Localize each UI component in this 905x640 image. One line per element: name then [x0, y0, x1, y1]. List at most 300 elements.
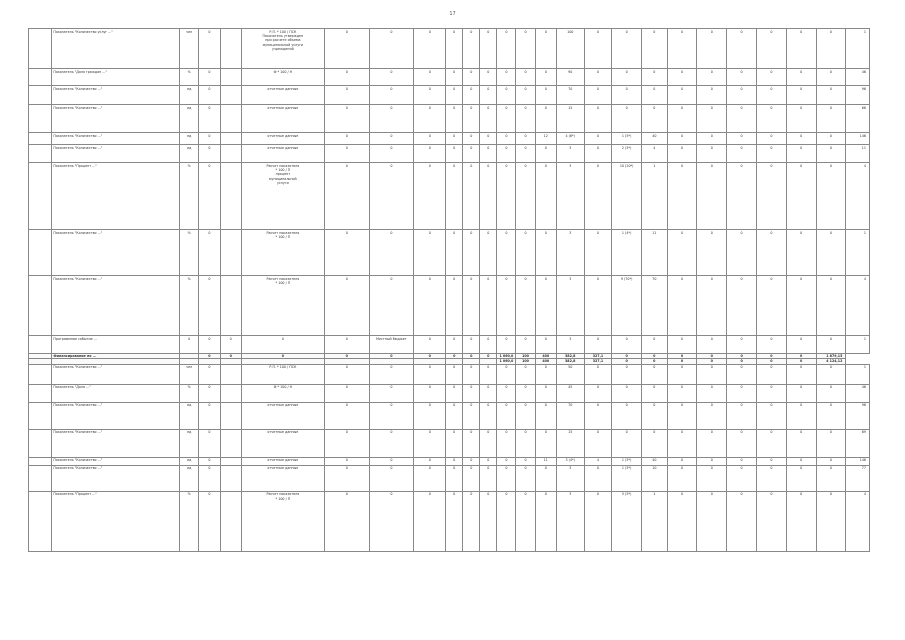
- table-cell: 0: [756, 402, 786, 429]
- table-cell: 0: [816, 336, 846, 354]
- table-cell: 0: [516, 145, 535, 163]
- table-cell: 0: [463, 133, 480, 145]
- table-cell: 0: [535, 86, 556, 105]
- table-cell: 0: [667, 86, 697, 105]
- table-cell: ед: [180, 465, 199, 491]
- table-cell: 0: [697, 69, 727, 86]
- table-cell: 0: [786, 336, 816, 354]
- table-cell: 0: [612, 384, 642, 402]
- table-cell: 0: [727, 230, 757, 276]
- table-cell: 46: [846, 69, 870, 86]
- table-cell: 0: [324, 105, 369, 133]
- table-cell: [29, 457, 52, 465]
- table-cell: 0: [324, 402, 369, 429]
- table-cell: 0: [414, 230, 446, 276]
- table-cell: 46: [846, 384, 870, 402]
- table-cell: 0: [667, 145, 697, 163]
- table-cell: 0: [324, 429, 369, 457]
- table-cell: 0: [199, 145, 220, 163]
- table-cell: 4: [846, 163, 870, 230]
- table-cell: 4: [642, 145, 668, 163]
- table-cell: 100: [556, 29, 584, 69]
- table-cell: 0: [697, 402, 727, 429]
- table-cell: 0: [816, 457, 846, 465]
- table-cell: [29, 145, 52, 163]
- table-cell: 77: [846, 465, 870, 491]
- table-cell: 0: [535, 163, 556, 230]
- table-cell: Ф * 100 / Н: [241, 69, 324, 86]
- table-cell: 0: [414, 457, 446, 465]
- table-cell: 0: [535, 364, 556, 384]
- table-cell: 0: [516, 465, 535, 491]
- table-cell: 0: [369, 29, 414, 69]
- table-cell: 382,8: [556, 359, 584, 364]
- table-cell: 0: [612, 69, 642, 86]
- table-cell: 0: [727, 359, 757, 364]
- table-row: [29, 491, 870, 551]
- table-cell: 0: [199, 230, 220, 276]
- table-cell: 11: [846, 145, 870, 163]
- table-cell: 0: [535, 230, 556, 276]
- table-cell: 0: [199, 105, 220, 133]
- table-cell: 0: [697, 230, 727, 276]
- table-cell: 0: [584, 491, 612, 551]
- table-row: [29, 429, 870, 457]
- table-cell: 0: [612, 354, 642, 359]
- table-cell: 0: [642, 359, 668, 364]
- table-cell: 0: [446, 86, 463, 105]
- table-cell: 0: [516, 69, 535, 86]
- table-cell: 0: [697, 163, 727, 230]
- table-cell: [220, 230, 241, 276]
- table-cell: 0: [414, 491, 446, 551]
- table-cell: 1: [846, 364, 870, 384]
- table-cell: 0: [516, 402, 535, 429]
- table-cell: 0: [497, 105, 516, 133]
- table-cell: 0: [199, 457, 220, 465]
- table-cell: 0: [199, 276, 220, 336]
- table-cell: 0: [497, 163, 516, 230]
- table-cell: 0: [584, 364, 612, 384]
- table-cell: 0: [667, 354, 697, 359]
- table-cell: 0: [727, 163, 757, 230]
- table-cell: ед: [180, 429, 199, 457]
- table-cell: отчетные данные: [241, 465, 324, 491]
- table-cell: Показатель "Количество ...": [52, 86, 180, 105]
- table-cell: 0: [727, 133, 757, 145]
- table-cell: 0: [756, 69, 786, 86]
- table-cell: 0: [667, 29, 697, 69]
- table-cell: 0: [667, 457, 697, 465]
- table-cell: 0: [497, 29, 516, 69]
- table-cell: 0: [463, 105, 480, 133]
- table-cell: 0: [324, 133, 369, 145]
- table-cell: 0: [642, 86, 668, 105]
- table-cell: Показатель "Количество ...": [52, 364, 180, 384]
- table-cell: 400: [535, 354, 556, 359]
- table-cell: 0: [480, 29, 497, 69]
- table-cell: чел: [180, 29, 199, 69]
- table-cell: 70: [556, 402, 584, 429]
- table-cell: 90: [556, 69, 584, 86]
- table-cell: 0: [369, 402, 414, 429]
- table-cell: 0: [697, 336, 727, 354]
- table-cell: 0: [220, 336, 241, 354]
- table-cell: 0: [414, 163, 446, 230]
- table-row: [29, 276, 870, 336]
- table-cell: 0: [642, 429, 668, 457]
- table-cell: отчетные данные: [241, 86, 324, 105]
- table-cell: 0: [642, 364, 668, 384]
- table-cell: 0: [516, 163, 535, 230]
- table-cell: 0: [414, 384, 446, 402]
- table-cell: 0: [535, 402, 556, 429]
- table-cell: Расчет показателя * 100 / П: [241, 276, 324, 336]
- table-cell: 0: [727, 384, 757, 402]
- table-cell: 0: [697, 145, 727, 163]
- table-cell: 0: [727, 69, 757, 86]
- table-cell: 0: [180, 336, 199, 354]
- table-cell: 3 (4*): [556, 457, 584, 465]
- table-cell: 0: [199, 163, 220, 230]
- table-cell: 0: [642, 69, 668, 86]
- table-cell: 0: [642, 336, 668, 354]
- table-cell: 0: [756, 336, 786, 354]
- table-cell: 0: [584, 163, 612, 230]
- table-cell: 0: [446, 133, 463, 145]
- table-cell: %: [180, 276, 199, 336]
- table-cell: 0: [642, 354, 668, 359]
- table-cell: 0: [446, 145, 463, 163]
- table-cell: 0: [369, 384, 414, 402]
- table-cell: 0: [816, 133, 846, 145]
- table-cell: 0: [697, 133, 727, 145]
- table-cell: [29, 105, 52, 133]
- table-cell: 0: [480, 364, 497, 384]
- table-cell: 0: [369, 354, 414, 359]
- table-cell: Местный бюджет: [369, 336, 414, 354]
- table-cell: 0: [786, 276, 816, 336]
- table-cell: 0: [727, 457, 757, 465]
- table-cell: 0: [786, 402, 816, 429]
- table-cell: 11: [642, 230, 668, 276]
- table-cell: 0: [497, 491, 516, 551]
- table-cell: 2 (5*): [612, 145, 642, 163]
- table-cell: 10: [642, 465, 668, 491]
- table-cell: 0: [727, 429, 757, 457]
- table-cell: 0: [324, 29, 369, 69]
- table-cell: 0: [480, 163, 497, 230]
- table-cell: Показатель "Количество ...": [52, 457, 180, 465]
- table-cell: 0: [497, 133, 516, 145]
- table-cell: 0: [446, 29, 463, 69]
- table-cell: [29, 163, 52, 230]
- table-cell: [29, 29, 52, 69]
- table-cell: Программное событие ...: [52, 336, 180, 354]
- table-cell: 0: [199, 429, 220, 457]
- table-cell: 1: [846, 29, 870, 69]
- table-cell: 0: [697, 105, 727, 133]
- table-cell: ед: [180, 457, 199, 465]
- table-cell: отчетные данные: [241, 429, 324, 457]
- table-cell: 0: [480, 145, 497, 163]
- table-cell: 0: [786, 145, 816, 163]
- table-cell: 0: [697, 86, 727, 105]
- table-cell: 0: [786, 163, 816, 230]
- table-cell: Показатель "Процент ...": [52, 163, 180, 230]
- table-cell: Финансирование по ...: [52, 354, 180, 359]
- table-cell: 12: [535, 133, 556, 145]
- page-number: 17: [449, 11, 456, 17]
- table-cell: 0: [535, 29, 556, 69]
- table-cell: [29, 364, 52, 384]
- table-cell: Показатель "Количество ...": [52, 105, 180, 133]
- table-cell: 0: [612, 364, 642, 384]
- table-cell: 0: [497, 457, 516, 465]
- table-cell: 0: [414, 402, 446, 429]
- table-cell: [220, 29, 241, 69]
- table-cell: 0: [816, 465, 846, 491]
- table-cell: [220, 364, 241, 384]
- table-cell: 0: [667, 69, 697, 86]
- table-row: [29, 336, 870, 354]
- table-cell: 0: [756, 145, 786, 163]
- table-cell: 0: [497, 145, 516, 163]
- table-cell: 0: [369, 69, 414, 86]
- table-cell: 0: [324, 364, 369, 384]
- table-cell: [29, 384, 52, 402]
- table-cell: 0: [816, 145, 846, 163]
- table-cell: 0: [414, 86, 446, 105]
- table-cell: [29, 429, 52, 457]
- table-cell: 0: [199, 336, 220, 354]
- table-cell: 0: [516, 491, 535, 551]
- table-cell: 0: [516, 429, 535, 457]
- table-cell: 0: [584, 69, 612, 86]
- table-cell: 0: [584, 105, 612, 133]
- table-cell: 0: [584, 429, 612, 457]
- table-cell: 0: [446, 465, 463, 491]
- table-cell: 0: [369, 491, 414, 551]
- table-cell: 3: [556, 163, 584, 230]
- table-cell: 0: [369, 133, 414, 145]
- table-cell: 0: [786, 86, 816, 105]
- table-cell: 0: [497, 230, 516, 276]
- table-cell: 0: [463, 145, 480, 163]
- table-cell: 1 879,15: [816, 354, 846, 359]
- table-cell: 0: [756, 133, 786, 145]
- table-cell: 0: [786, 354, 816, 359]
- table-cell: 0: [324, 465, 369, 491]
- table-cell: %: [180, 69, 199, 86]
- table-cell: 0: [584, 86, 612, 105]
- table-cell: 0: [642, 384, 668, 402]
- table-cell: [220, 491, 241, 551]
- table-cell: 11: [535, 457, 556, 465]
- table-cell: 50: [556, 364, 584, 384]
- table-cell: 3: [556, 465, 584, 491]
- table-cell: 0: [535, 105, 556, 133]
- table-cell: 0: [480, 336, 497, 354]
- table-cell: 0: [480, 69, 497, 86]
- table-cell: 10 (20*): [612, 163, 642, 230]
- table-cell: 0: [816, 230, 846, 276]
- table-cell: 0: [756, 429, 786, 457]
- table-cell: 0: [727, 336, 757, 354]
- table-cell: 0: [446, 105, 463, 133]
- table-cell: 0: [612, 86, 642, 105]
- table-cell: 0: [642, 402, 668, 429]
- table-cell: 0: [446, 457, 463, 465]
- table-cell: [220, 402, 241, 429]
- table-cell: 0: [816, 364, 846, 384]
- table-cell: [220, 133, 241, 145]
- table-cell: 0: [516, 86, 535, 105]
- table-cell: 0: [667, 359, 697, 364]
- table-cell: 0: [816, 384, 846, 402]
- table-row: [29, 230, 870, 276]
- table-cell: 0: [199, 354, 220, 359]
- table-cell: отчетные данные: [241, 133, 324, 145]
- table-cell: 0: [414, 354, 446, 359]
- table-cell: Расчет показателя * 100 / П процент муниципальной услуги: [241, 163, 324, 230]
- table-cell: 1 (4*): [612, 230, 642, 276]
- table-cell: 0: [463, 429, 480, 457]
- table-row: [29, 86, 870, 105]
- table-cell: 0: [480, 384, 497, 402]
- table-cell: %: [180, 163, 199, 230]
- table-cell: 0: [816, 105, 846, 133]
- table-cell: 0: [756, 276, 786, 336]
- table-cell: отчетные данные: [241, 457, 324, 465]
- table-cell: 0: [497, 364, 516, 384]
- table-cell: 4: [846, 276, 870, 336]
- table-cell: 3: [556, 230, 584, 276]
- table-cell: 146: [846, 133, 870, 145]
- table-cell: 0: [463, 354, 480, 359]
- table-cell: 100: [516, 354, 535, 359]
- table-cell: [29, 465, 52, 491]
- table-cell: 0: [414, 429, 446, 457]
- table-cell: 0: [324, 276, 369, 336]
- table-cell: 96: [846, 86, 870, 105]
- table-cell: Расчет показателя * 100 / П: [241, 230, 324, 276]
- table-cell: 0: [697, 364, 727, 384]
- table-cell: 0: [414, 105, 446, 133]
- table-cell: 3: [556, 336, 584, 354]
- table-cell: 0: [727, 145, 757, 163]
- table-cell: 1: [846, 336, 870, 354]
- table-cell: 0: [697, 465, 727, 491]
- table-cell: 45: [556, 384, 584, 402]
- table-cell: 0: [324, 384, 369, 402]
- table-cell: 4: [846, 491, 870, 551]
- table-cell: 3: [556, 145, 584, 163]
- table-cell: 15: [556, 105, 584, 133]
- table-cell: 0: [324, 354, 369, 359]
- table-cell: 0: [497, 429, 516, 457]
- table-cell: 0: [786, 465, 816, 491]
- table-cell: 3: [556, 276, 584, 336]
- table-cell: 0: [584, 29, 612, 69]
- table-cell: 0: [220, 354, 241, 359]
- table-cell: %: [180, 384, 199, 402]
- table-cell: 0: [199, 133, 220, 145]
- table-cell: 0: [667, 163, 697, 230]
- table-cell: 0: [697, 359, 727, 364]
- table-cell: 0: [369, 364, 414, 384]
- table-cell: 0: [241, 336, 324, 354]
- table-cell: [29, 133, 52, 145]
- table-cell: 0: [816, 429, 846, 457]
- table-cell: 0: [414, 29, 446, 69]
- table-cell: 0: [786, 457, 816, 465]
- table-cell: 5 (5*): [612, 491, 642, 551]
- table-cell: %: [180, 491, 199, 551]
- table-cell: 0: [516, 457, 535, 465]
- table-cell: Показатель "Количество ...": [52, 145, 180, 163]
- table-cell: 0: [446, 402, 463, 429]
- table-cell: 0: [369, 276, 414, 336]
- table-cell: 0: [463, 230, 480, 276]
- table-cell: 0: [786, 491, 816, 551]
- table-cell: ед: [180, 133, 199, 145]
- table-cell: 0: [667, 105, 697, 133]
- table-cell: 1 (5*): [612, 465, 642, 491]
- table-cell: 4 124,12: [816, 359, 846, 364]
- table-cell: 15: [556, 429, 584, 457]
- table-row: [29, 105, 870, 133]
- table-cell: 0: [727, 491, 757, 551]
- table-cell: 0: [497, 276, 516, 336]
- table-cell: 0: [816, 163, 846, 230]
- table-cell: 40: [642, 133, 668, 145]
- table-cell: [220, 145, 241, 163]
- table-cell: 0: [535, 276, 556, 336]
- table-cell: 0: [463, 364, 480, 384]
- table-cell: 0: [612, 429, 642, 457]
- table-cell: 0: [480, 354, 497, 359]
- table-cell: отчетные данные: [241, 402, 324, 429]
- table-cell: ед: [180, 145, 199, 163]
- table-cell: 0: [786, 230, 816, 276]
- table-cell: отчетные данные: [241, 145, 324, 163]
- table-cell: Р.П. * 100 / ПСК: [241, 364, 324, 384]
- table-cell: Показатель "Процент ...": [52, 491, 180, 551]
- table-cell: 0: [324, 230, 369, 276]
- table-cell: 0: [756, 465, 786, 491]
- table-cell: 0: [369, 163, 414, 230]
- table-cell: 0: [324, 163, 369, 230]
- table-cell: 0: [463, 276, 480, 336]
- table-cell: 0: [463, 336, 480, 354]
- table-cell: Показатель "Доля граждан ...": [52, 69, 180, 86]
- table-cell: 0: [584, 402, 612, 429]
- table-cell: 0: [369, 230, 414, 276]
- table-cell: 0: [816, 29, 846, 69]
- table-cell: 0: [816, 69, 846, 86]
- table-cell: 0: [414, 145, 446, 163]
- table-cell: 1 060,0: [497, 359, 516, 364]
- table-cell: 0: [480, 276, 497, 336]
- table-cell: 0: [697, 29, 727, 69]
- table-cell: 0: [727, 105, 757, 133]
- table-cell: [29, 336, 52, 354]
- table-cell: 0: [786, 29, 816, 69]
- table-cell: 0: [463, 69, 480, 86]
- table-cell: 0: [463, 402, 480, 429]
- table-cell: Показатель "Количество ...": [52, 133, 180, 145]
